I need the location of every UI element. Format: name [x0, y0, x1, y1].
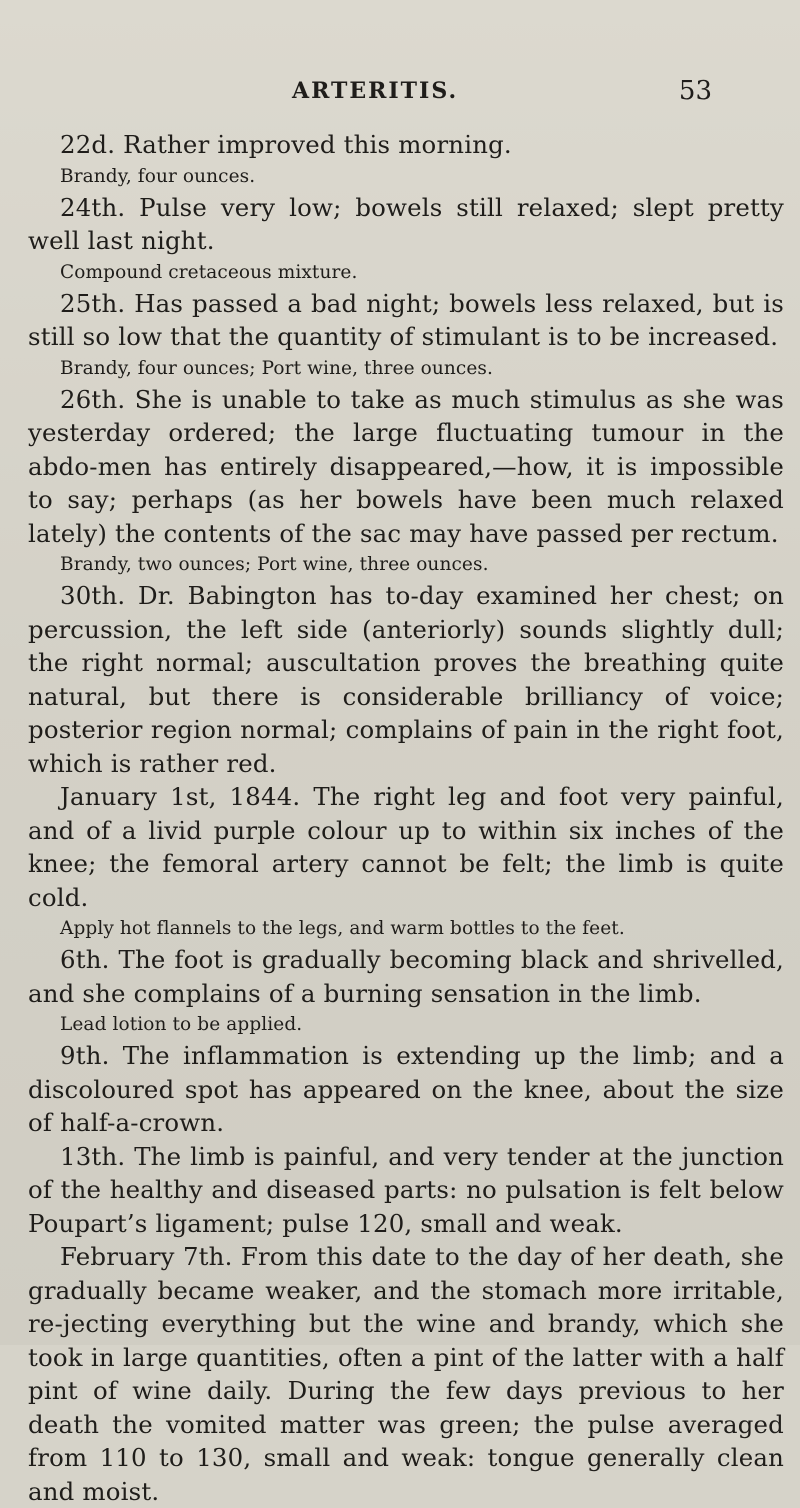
entry-february-7th: February 7th. From this date to the day of her death, she gradually became weaker, and the stomach more irritable, re-jecting everything but the wine and brandy, which she took in large quantities, often a pint of the latter with a half pint of wine daily. During the few days previous to her death the vomited matter was green; the pulse averaged from 110 to 130, small and weak: tongue generally clean and moist.: [28, 1242, 784, 1506]
running-head: [0, 78, 800, 114]
case-notes: [28, 128, 784, 1508]
prescription-25th: Brandy, four ounces; Port wine, three ounces.: [60, 357, 493, 379]
prescription-6th: Lead lotion to be applied.: [60, 1014, 303, 1035]
prescription-january-1st: Apply hot flannels to the legs, and warm bottles to the feet.: [60, 918, 625, 939]
running-title: ARTERITIS.: [292, 78, 459, 104]
entry-24th: 24th. Pulse very low; bowels still relaxed; slept pretty well last night.: [28, 192, 784, 255]
prescription-26th: Brandy, two ounces; Port wine, three ounces.: [60, 554, 489, 575]
prescription-24th: Compound cretaceous mixture.: [60, 261, 358, 283]
page-number: 53: [678, 76, 712, 106]
entry-26th: 26th. She is unable to take as much stimulus as she was yesterday ordered; the large fluctuating tumour in the abdo-men has entirely disappeared,—how, it is impossible to say; perhaps (as her bowels have been much relaxed lately) the contents of the sac may have passed per rectum.: [28, 384, 784, 548]
entry-25th: 25th. Has passed a bad night; bowels less relaxed, but is still so low that the quantity of stimulant is to be increased.: [28, 288, 784, 351]
entry-22d: 22d. Rather improved this morning.: [60, 130, 512, 159]
entry-30th: 30th. Dr. Babington has to-day examined her chest; on percussion, the left side (anteriorly) sounds slightly dull; the right normal; auscultation proves the breathing quite natural, but there is considerable brilliancy of voice; posterior region normal; complains of pain in the right foot, which is rather red.: [28, 581, 784, 778]
entry-13th: 13th. The limb is painful, and very tender at the junction of the healthy and diseased parts: no pulsation is felt below Poupart’s ligament; pulse 120, small and weak.: [28, 1141, 784, 1238]
entry-9th: 9th. The inflammation is extending up the limb; and a discoloured spot has appeared on the knee, about the size of half-a-crown.: [28, 1041, 784, 1137]
entry-6th: 6th. The foot is gradually becoming black and shrivelled, and she complains of a burning sensation in the limb.: [28, 945, 784, 1008]
entry-january-1st: January 1st, 1844. The right leg and foot very painful, and of a livid purple colour up to within six inches of the knee; the femoral artery cannot be felt; the limb is quite cold.: [28, 782, 784, 912]
prescription-22d: Brandy, four ounces.: [60, 165, 256, 187]
